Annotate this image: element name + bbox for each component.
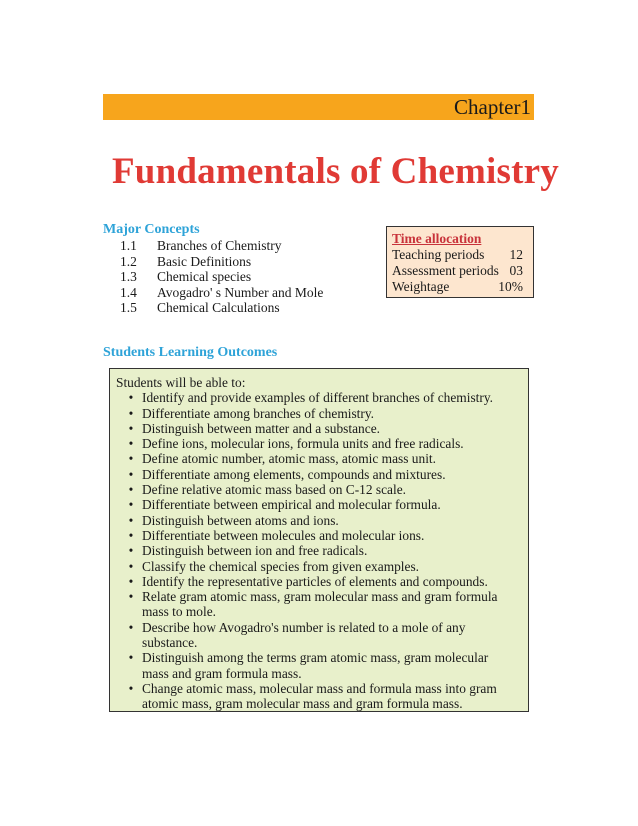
outcome-text: Define atomic number, atomic mass, atomic mass unit.: [142, 451, 436, 467]
concept-number: 1.3: [120, 269, 137, 284]
concept-item: [120, 238, 323, 254]
chapter-label: Chapter1: [454, 95, 531, 119]
time-row-value: 12: [509, 247, 523, 262]
bullet-icon: •: [128, 405, 134, 421]
bullet-icon: •: [128, 436, 134, 452]
bullet-icon: •: [128, 573, 134, 589]
bullet-icon: •: [128, 558, 134, 574]
time-row-label: Weightage: [392, 279, 450, 294]
concept-number: 1.1: [120, 238, 137, 253]
time-row-value: 10%: [498, 279, 523, 294]
list-item: [116, 467, 528, 482]
concept-number: 1.2: [120, 253, 137, 269]
time-allocation-box: [386, 226, 534, 298]
bullet-icon: •: [128, 527, 134, 543]
outcome-text: Change atomic mass, molecular mass and formula mass into gram atomic mass, gram molecular mass and gram formula mass.: [142, 680, 497, 712]
outcome-text: Distinguish between matter and a substance.: [142, 420, 380, 436]
list-item: [116, 559, 528, 574]
concept-label: Basic Definitions: [157, 253, 252, 269]
outcomes-intro: Students will be able to:: [116, 375, 246, 390]
concept-number: 1.5: [120, 300, 137, 315]
concept-item: [120, 300, 323, 316]
outcome-text: Relate gram atomic mass, gram molecular mass and gram formula mass to mole.: [142, 589, 498, 620]
outcome-text: Define relative atomic mass based on C-12 scale.: [142, 482, 407, 498]
outcome-text: Identify and provide examples of different branches of chemistry.: [142, 390, 494, 406]
bullet-icon: •: [128, 680, 134, 696]
major-concepts-heading: Major Concepts: [103, 222, 200, 237]
list-item: [116, 543, 528, 558]
bullet-icon: •: [128, 619, 134, 635]
outcome-text: Describe how Avogadro's number is related to a mole of any substance.: [142, 619, 466, 651]
list-item: [116, 528, 528, 543]
bullet-icon: •: [128, 420, 134, 436]
list-item: [116, 681, 528, 712]
concept-number: 1.4: [120, 284, 137, 300]
list-item: [116, 451, 528, 466]
outcomes-list: [116, 390, 528, 711]
outcome-text: Differentiate between empirical and molecular formula.: [142, 497, 441, 513]
concept-label: Avogadro' s Number and Mole: [157, 284, 324, 300]
major-concepts-list: [120, 238, 323, 316]
list-item: [116, 513, 528, 528]
time-allocation-row: [392, 263, 533, 279]
outcome-text: Identify the representative particles of elements and compounds.: [142, 573, 488, 589]
time-row-value: 03: [509, 263, 523, 278]
outcome-text: Distinguish between atoms and ions.: [142, 512, 339, 528]
list-item: [116, 482, 528, 497]
outcome-text: Differentiate between molecules and molecular ions.: [142, 527, 425, 543]
outcomes-heading: Students Learning Outcomes: [103, 345, 278, 360]
bullet-icon: •: [128, 497, 134, 513]
bullet-icon: •: [128, 512, 134, 528]
concept-item: [120, 285, 323, 301]
bullet-icon: •: [128, 650, 134, 666]
bullet-icon: •: [128, 390, 134, 406]
concept-item: [120, 254, 323, 270]
list-item: [116, 390, 528, 405]
outcome-text: Define ions, molecular ions, formula units and free radicals.: [142, 436, 464, 452]
list-item: [116, 620, 528, 651]
list-item: [116, 650, 528, 681]
list-item: [116, 589, 528, 620]
time-row-label: Assessment periods: [392, 263, 499, 278]
list-item: [116, 497, 528, 512]
time-allocation-row: [392, 279, 533, 295]
concept-item: [120, 269, 323, 285]
list-item: [116, 574, 528, 589]
time-row-label: Teaching periods: [392, 247, 485, 262]
bullet-icon: •: [128, 451, 134, 467]
list-item: [116, 406, 528, 421]
outcome-text: Differentiate among branches of chemistry.: [142, 405, 375, 421]
bullet-icon: •: [128, 589, 134, 605]
outcome-text: Distinguish among the terms gram atomic mass, gram molecular mass and gram formula mass.: [142, 650, 489, 681]
list-item: [116, 421, 528, 436]
concept-label: Chemical Calculations: [157, 300, 280, 315]
time-allocation-title: Time allocation: [392, 231, 482, 246]
outcome-text: Differentiate among elements, compounds and mixtures.: [142, 466, 446, 482]
chapter-bar: [103, 94, 534, 120]
outcome-text: Classify the chemical species from given examples.: [142, 558, 420, 574]
bullet-icon: •: [128, 543, 134, 559]
time-allocation-row: [392, 247, 533, 263]
outcomes-box: [109, 368, 529, 712]
bullet-icon: •: [128, 482, 134, 498]
bullet-icon: •: [128, 466, 134, 482]
concept-label: Branches of Chemistry: [157, 238, 282, 253]
concept-label: Chemical species: [157, 269, 252, 284]
list-item: [116, 436, 528, 451]
page-title: Fundamentals of Chemistry: [112, 151, 559, 192]
outcome-text: Distinguish between ion and free radicals.: [142, 543, 368, 559]
